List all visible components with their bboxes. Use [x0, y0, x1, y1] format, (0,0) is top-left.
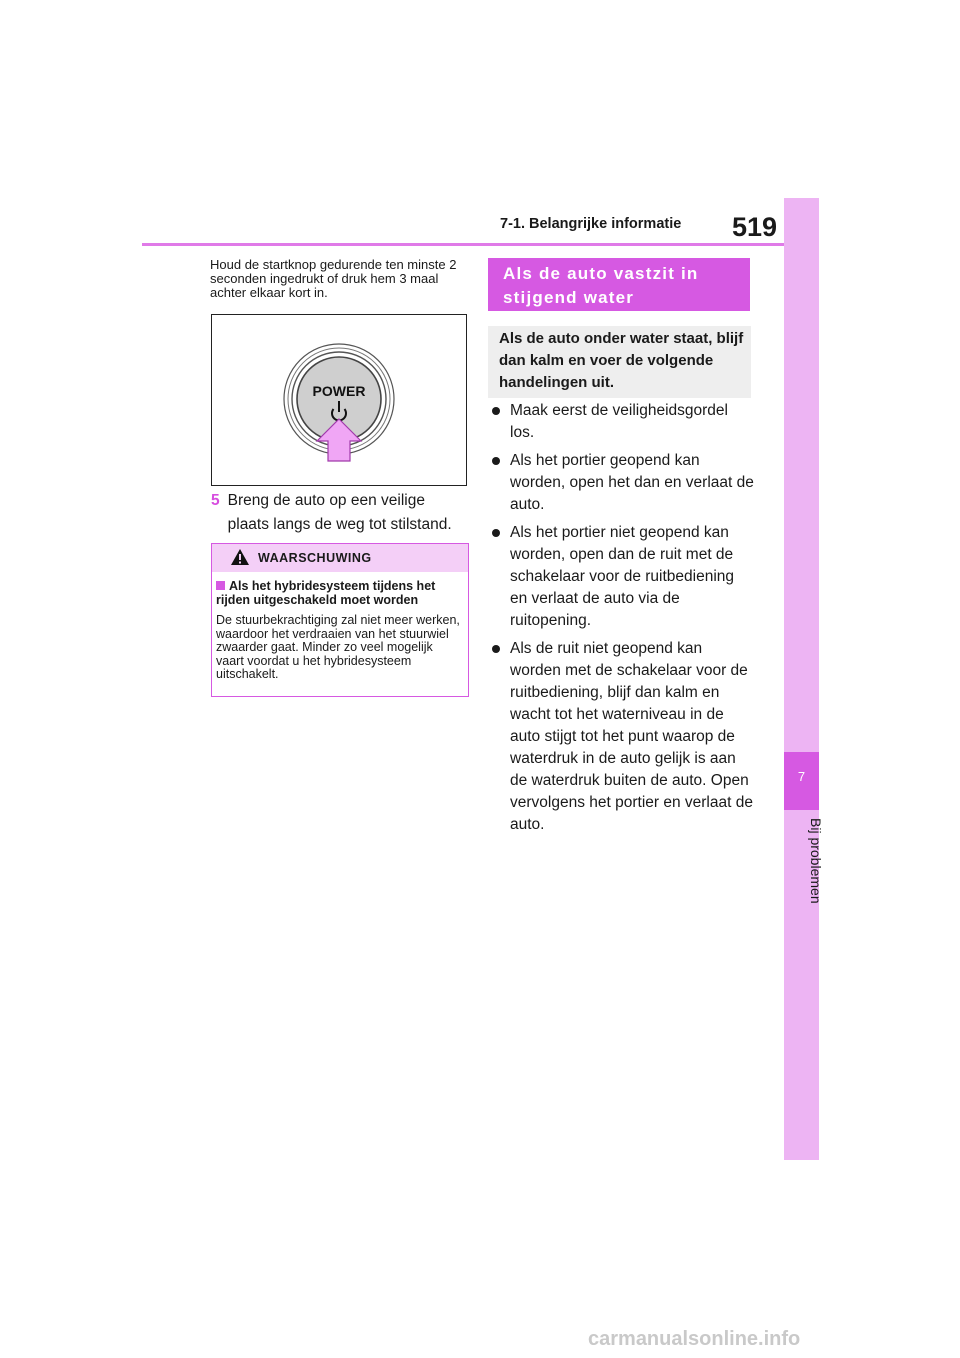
list-item-text: Als de ruit niet geopend kan worden met de schakelaar voor de ruitbediening, blijf dan kalm en wacht tot het waterniveau in de auto stijgt tot het punt waarop de waterdruk in de auto gelijk is aan de waterdruk buiten de auto. Open vervolgens het portier en verlaat de auto. [510, 640, 753, 833]
chapter-label: Bij problemen [808, 818, 824, 904]
list-item [492, 400, 754, 444]
bullet-dot-icon [492, 407, 500, 415]
warning-subtitle-row [216, 579, 464, 607]
list-item [492, 522, 754, 632]
power-button-figure [211, 314, 467, 486]
list-item-text: Als het portier niet geopend kan worden, open dan de ruit met de schakelaar voor de ruitbediening en verlaat de auto via de ruitopening. [510, 524, 735, 629]
bullet-dot-icon [492, 645, 500, 653]
lead-box [488, 326, 751, 398]
header-divider [142, 243, 784, 246]
section-header: 7-1. Belangrijke informatie [500, 216, 682, 232]
list-item-text: Maak eerst de veiligheidsgordel los. [510, 402, 728, 441]
watermark: carmanualsonline.info [588, 1328, 801, 1350]
warning-box [211, 543, 469, 697]
page-number: 519 [732, 212, 778, 242]
bullet-dot-icon [492, 457, 500, 465]
warning-header [212, 544, 468, 572]
list-item-text: Als het portier geopend kan worden, open het dan en verlaat de auto. [510, 452, 754, 513]
square-bullet-icon [216, 581, 225, 590]
list-item [492, 450, 754, 516]
section-title: Als de auto vastzit in stijgend water [503, 264, 699, 307]
step-5 [211, 489, 473, 537]
bullet-dot-icon [492, 529, 500, 537]
step-number: 5 [211, 492, 220, 509]
step-text: Breng de auto op een veilige plaats langs de weg tot stilstand. [227, 492, 452, 533]
bullet-list [492, 400, 754, 842]
power-button-label: POWER [312, 383, 366, 399]
intro-text: Houd de startknop gedurende ten minste 2 seconden ingedrukt of druk hem 3 maal achter elkaar kort in. [210, 257, 457, 300]
warning-subtitle: Als het hybridesysteem tijdens het rijden uitgeschakeld moet worden [216, 579, 436, 607]
power-button-illustration [212, 315, 466, 485]
warning-title: WAARSCHUWING [258, 551, 372, 565]
warning-icon [230, 548, 250, 566]
list-item [492, 638, 754, 836]
chapter-side-tab [784, 198, 819, 1160]
section-title-box [488, 258, 750, 311]
lead-text: Als de auto onder water staat, blijf dan kalm en voer de volgende handelingen uit. [499, 330, 744, 391]
chapter-number: 7 [797, 769, 806, 784]
warning-body: De stuurbekrachtiging zal niet meer werken, waardoor het verdraaien van het stuurwiel zwaarder gaat. Minder zo veel mogelijk vaart voordat u het hybridesysteem uitschakelt. [216, 613, 460, 681]
